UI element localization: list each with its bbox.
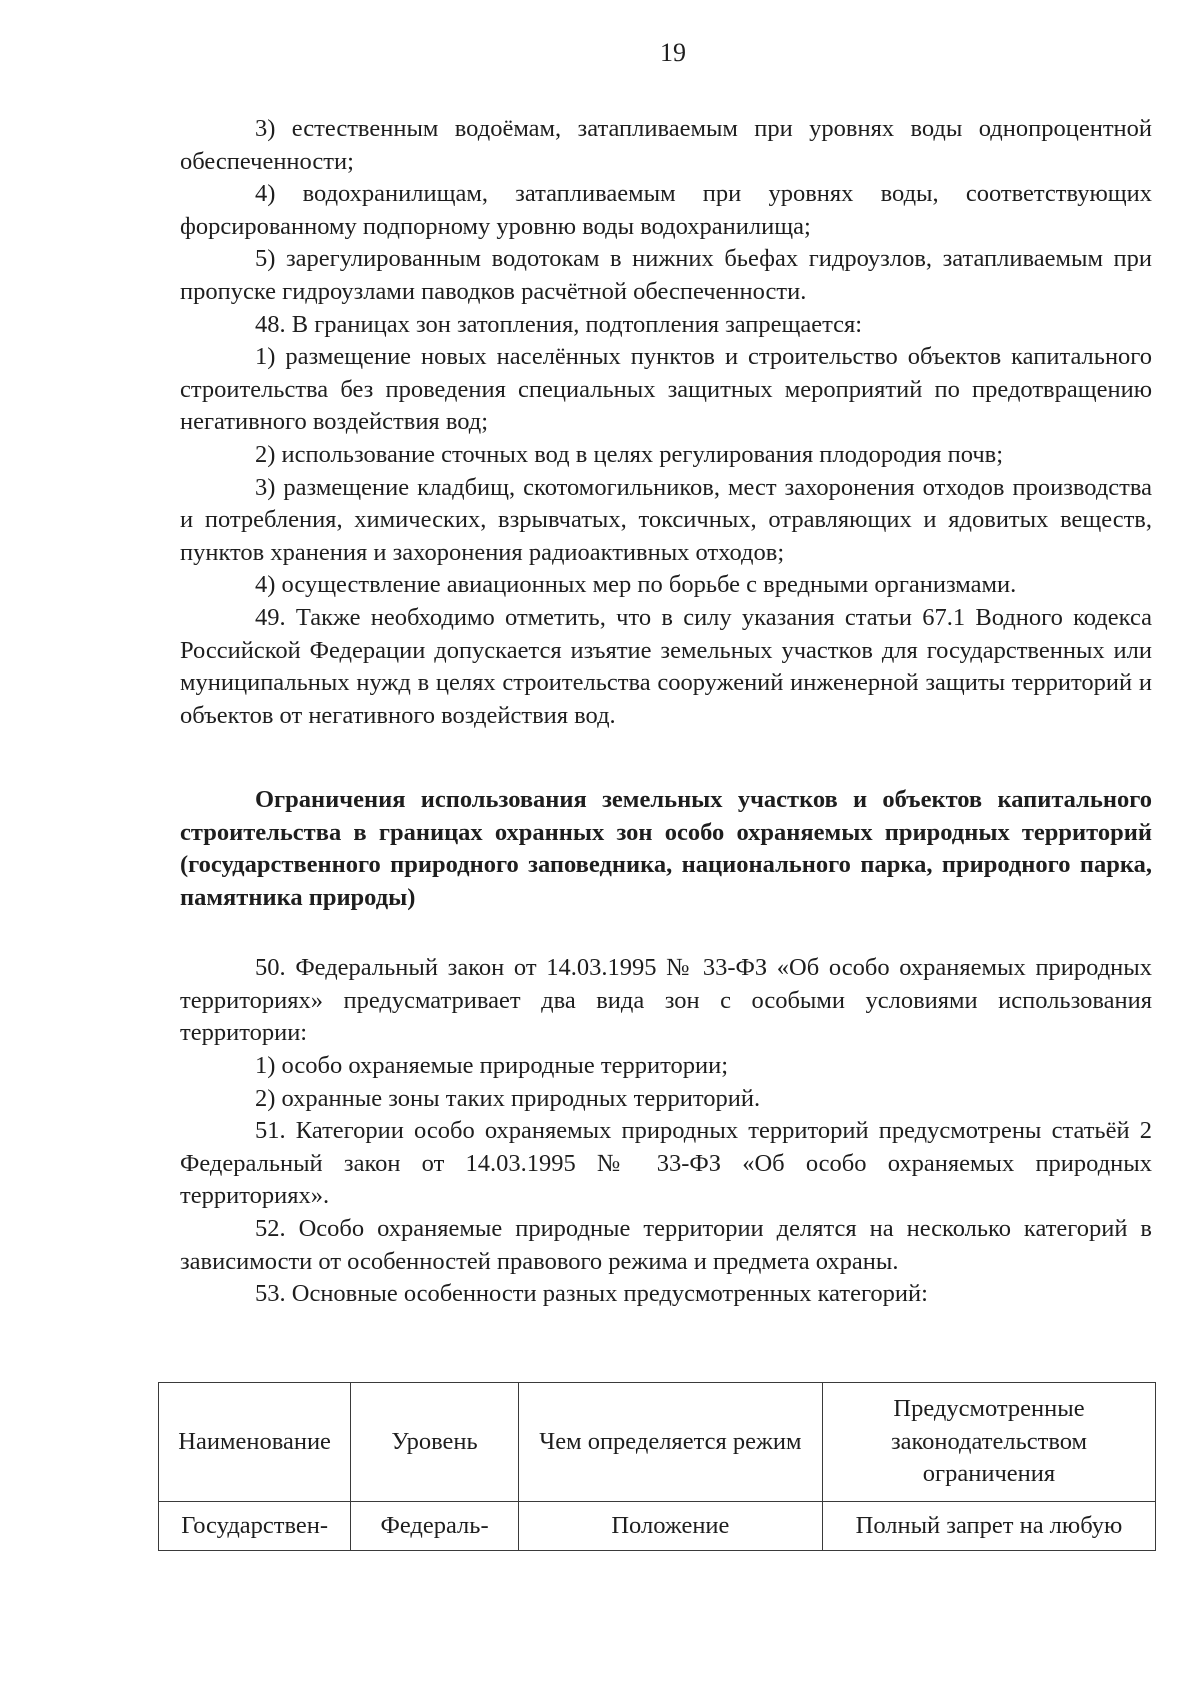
paragraph-49: 49. Также необходимо отметить, что в силу указания статьи 67.1 Водного кодекса Российской Федерации допускается изъятие земельных участков для государственных или муниципальных нужд в целях строительства сооружений инженерной защиты территорий и объектов от негативного воздействия вод. [180,603,1152,729]
header-name: Наименование [159,1383,351,1502]
paragraph-50-item-2: 2) охранные зоны таких природных территорий. [255,1084,761,1112]
paragraph-item-4: 4) водохранилищам, затапливаемым при уровнях воды, соответствующих форсированному подпорному уровню воды водохранилища; [180,180,1152,240]
paragraph-50-item-1: 1) особо охраняемые природные территории; [255,1052,729,1080]
cell-regime: Положение [518,1502,822,1551]
paragraph-51: 51. Категории особо охраняемых природных территорий предусмотрены статьёй 2 Федеральный закон от 14.03.1995 № 33-ФЗ «Об особо охраняемых природных территориях». [180,1117,1152,1210]
paragraph-48-item-1: 1) размещение новых населённых пунктов и строительство объектов капитального строительства без проведения специальных защитных мероприятий по предотвращению негативного воздействия вод; [180,343,1152,436]
paragraph-52: 52. Особо охраняемые природные территории делятся на несколько категорий в зависимости от особенностей правового режима и предмета охраны. [180,1215,1152,1275]
paragraph-53: 53. Основные особенности разных предусмотренных категорий: [255,1280,928,1308]
paragraph-50: 50. Федеральный закон от 14.03.1995 № 33-ФЗ «Об особо охраняемых природных территориях» предусматривает два вида зон с особыми условиями использования территории: [180,954,1152,1047]
document-body [180,113,1152,1311]
paragraph-48: 48. В границах зон затопления, подтопления запрещается: [255,310,863,338]
categories-table [158,1382,1156,1551]
header-regime: Чем определяется режим [518,1383,822,1502]
table-header-row [159,1383,1156,1502]
cell-name: Государствен- [159,1502,351,1551]
paragraph-48-item-2: 2) использование сточных вод в целях регулирования плодородия почв; [255,440,1004,468]
paragraph-item-5: 5) зарегулированным водотокам в нижних бьефах гидроузлов, затапливаемым при пропуске гидроузлами паводков расчётной обеспеченности. [180,245,1152,305]
page-number: 19 [660,38,686,67]
cell-restrictions: Полный запрет на любую [822,1502,1155,1551]
paragraph-48-item-3: 3) размещение кладбищ, скотомогильников, мест захоронения отходов производства и потребления, химических, взрывчатых, токсичных, отравляющих и ядовитых веществ, пунктов хранения и захоронения радиоактивных отходов; [180,473,1152,566]
header-restrictions: Предусмотренные законодательством ограничения [822,1383,1155,1502]
paragraph-item-3: 3) естественным водоёмам, затапливаемым при уровнях воды однопроцентной обеспеченности; [180,115,1152,175]
paragraph-48-item-4: 4) осуществление авиационных мер по борьбе с вредными организмами. [255,571,1017,599]
cell-level: Федераль- [351,1502,519,1551]
table-row [159,1502,1156,1551]
section-heading: Ограничения использования земельных участков и объектов капитального строительства в границах охранных зон особо охраняемых природных территорий (государственного природного заповедника, национального парка, природного парка, памятника природы) [180,786,1152,911]
header-level: Уровень [351,1383,519,1502]
